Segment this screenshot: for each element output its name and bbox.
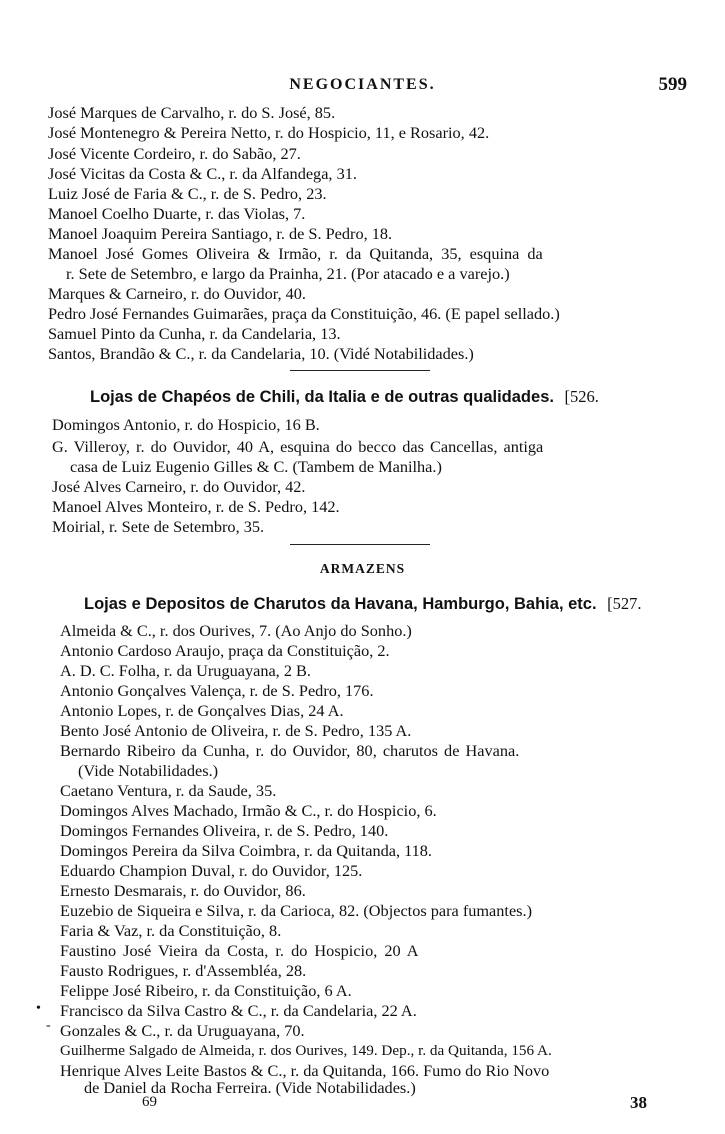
list-item: Domingos Fernandes Oliveira, r. de S. Pedro, 140.	[60, 821, 389, 840]
list-item: A. D. C. Folha, r. da Uruguayana, 2 B.	[60, 661, 311, 680]
list-item: Manoel José Gomes Oliveira & Irmão, r. da Quitanda, 35, esquina da	[48, 244, 543, 263]
list-item: Guilherme Salgado de Almeida, r. dos Ourives, 149. Dep., r. da Quitanda, 156 A.	[60, 1042, 552, 1059]
list-item: Eduardo Champion Duval, r. do Ouvidor, 125.	[60, 861, 363, 880]
margin-bullet: •	[36, 1001, 41, 1016]
list-item: Moirial, r. Sete de Setembro, 35.	[52, 517, 265, 536]
section-heading-chapeos	[90, 387, 599, 407]
list-item: Manoel Joaquim Pereira Santiago, r. de S. Pedro, 18.	[48, 224, 393, 243]
list-item-continuation: casa de Luiz Eugenio Gilles & C. (Tambem de Manilha.)	[70, 457, 442, 476]
page-header	[0, 74, 725, 100]
leaf-number: 38	[630, 1093, 647, 1112]
list-item: Manoel Coelho Duarte, r. das Violas, 7.	[48, 204, 306, 223]
list-item: Domingos Pereira da Silva Coimbra, r. da Quitanda, 118.	[60, 841, 432, 860]
list-item: Santos, Brandão & C., r. da Candelaria, 10. (Vidé Notabilidades.)	[48, 344, 474, 363]
list-item: Faria & Vaz, r. da Constituição, 8.	[60, 921, 282, 940]
list-item: Francisco da Silva Castro & C., r. da Candelaria, 22 A.	[60, 1001, 417, 1020]
list-item: Fausto Rodrigues, r. d'Assembléa, 28.	[60, 961, 307, 980]
list-item: G. Villeroy, r. do Ouvidor, 40 A, esquina do becco das Cancellas, antiga	[52, 437, 544, 456]
list-item: Faustino José Vieira da Costa, r. do Hospicio, 20 A	[60, 941, 419, 960]
section-divider	[290, 544, 430, 545]
list-item: Marques & Carneiro, r. do Ouvidor, 40.	[48, 284, 306, 303]
list-item: Antonio Lopes, r. de Gonçalves Dias, 24 A.	[60, 701, 344, 720]
list-item-continuation: (Vide Notabilidades.)	[78, 761, 219, 780]
list-item: Domingos Antonio, r. do Hospicio, 16 B.	[52, 415, 320, 434]
list-item: Gonzales & C., r. da Uruguayana, 70.	[60, 1021, 305, 1040]
list-item: Luiz José de Faria & C., r. de S. Pedro, 23.	[48, 184, 327, 203]
section-heading-text: Lojas de Chapéos de Chili, da Italia e de outras qualidades.	[90, 388, 554, 406]
list-item: Manoel Alves Monteiro, r. de S. Pedro, 142.	[52, 497, 340, 516]
running-title: NEGOCIANTES.	[289, 76, 436, 93]
list-item: Ernesto Desmarais, r. do Ouvidor, 86.	[60, 881, 306, 900]
section-number: [527.	[607, 594, 642, 613]
list-item: Domingos Alves Machado, Irmão & C., r. do Hospicio, 6.	[60, 801, 437, 820]
printer-signature: 69	[142, 1094, 157, 1110]
list-item: José Montenegro & Pereira Netto, r. do Hospicio, 11, e Rosario, 42.	[48, 123, 490, 142]
list-item: José Vicitas da Costa & C., r. da Alfandega, 31.	[48, 164, 357, 183]
page-number: 599	[658, 74, 687, 95]
list-item: José Alves Carneiro, r. do Ouvidor, 42.	[52, 477, 306, 496]
list-item: Samuel Pinto da Cunha, r. da Candelaria, 13.	[48, 324, 341, 343]
list-item-continuation: r. Sete de Setembro, e largo da Prainha, 21. (Por atacado e a varejo.)	[66, 264, 510, 283]
list-item: Bento José Antonio de Oliveira, r. de S. Pedro, 135 A.	[60, 721, 412, 740]
list-item: Felippe José Ribeiro, r. da Constituição, 6 A.	[60, 981, 352, 1000]
section-divider	[290, 370, 430, 371]
list-item: Antonio Gonçalves Valença, r. de S. Pedro, 176.	[60, 681, 374, 700]
section-number: [526.	[564, 387, 599, 406]
section-heading-text: Lojas e Depositos de Charutos da Havana, Hamburgo, Bahia, etc.	[84, 595, 597, 613]
list-item: Almeida & C., r. dos Ourives, 7. (Ao Anjo do Sonho.)	[60, 621, 412, 640]
section-heading-charutos	[84, 594, 642, 614]
list-item: Henrique Alves Leite Bastos & C., r. da Quitanda, 166. Fumo do Rio Novo	[60, 1061, 550, 1080]
list-item: Euzebio de Siqueira e Silva, r. da Carioca, 82. (Objectos para fumantes.)	[60, 901, 532, 920]
subsection-title: ARMAZENS	[319, 561, 406, 576]
list-item: Caetano Ventura, r. da Saude, 35.	[60, 781, 277, 800]
list-item: Pedro José Fernandes Guimarães, praça da Constituição, 46. (E papel sellado.)	[48, 304, 560, 323]
list-item: Bernardo Ribeiro da Cunha, r. do Ouvidor, 80, charutos de Havana.	[60, 741, 520, 760]
list-item: José Vicente Cordeiro, r. do Sabão, 27.	[48, 144, 301, 163]
margin-dash: -	[46, 1018, 51, 1033]
list-item-continuation: de Daniel da Rocha Ferreira. (Vide Notabilidades.)	[84, 1078, 416, 1097]
list-item: Antonio Cardoso Araujo, praça da Constituição, 2.	[60, 641, 390, 660]
list-item: José Marques de Carvalho, r. do S. José, 85.	[48, 103, 336, 122]
